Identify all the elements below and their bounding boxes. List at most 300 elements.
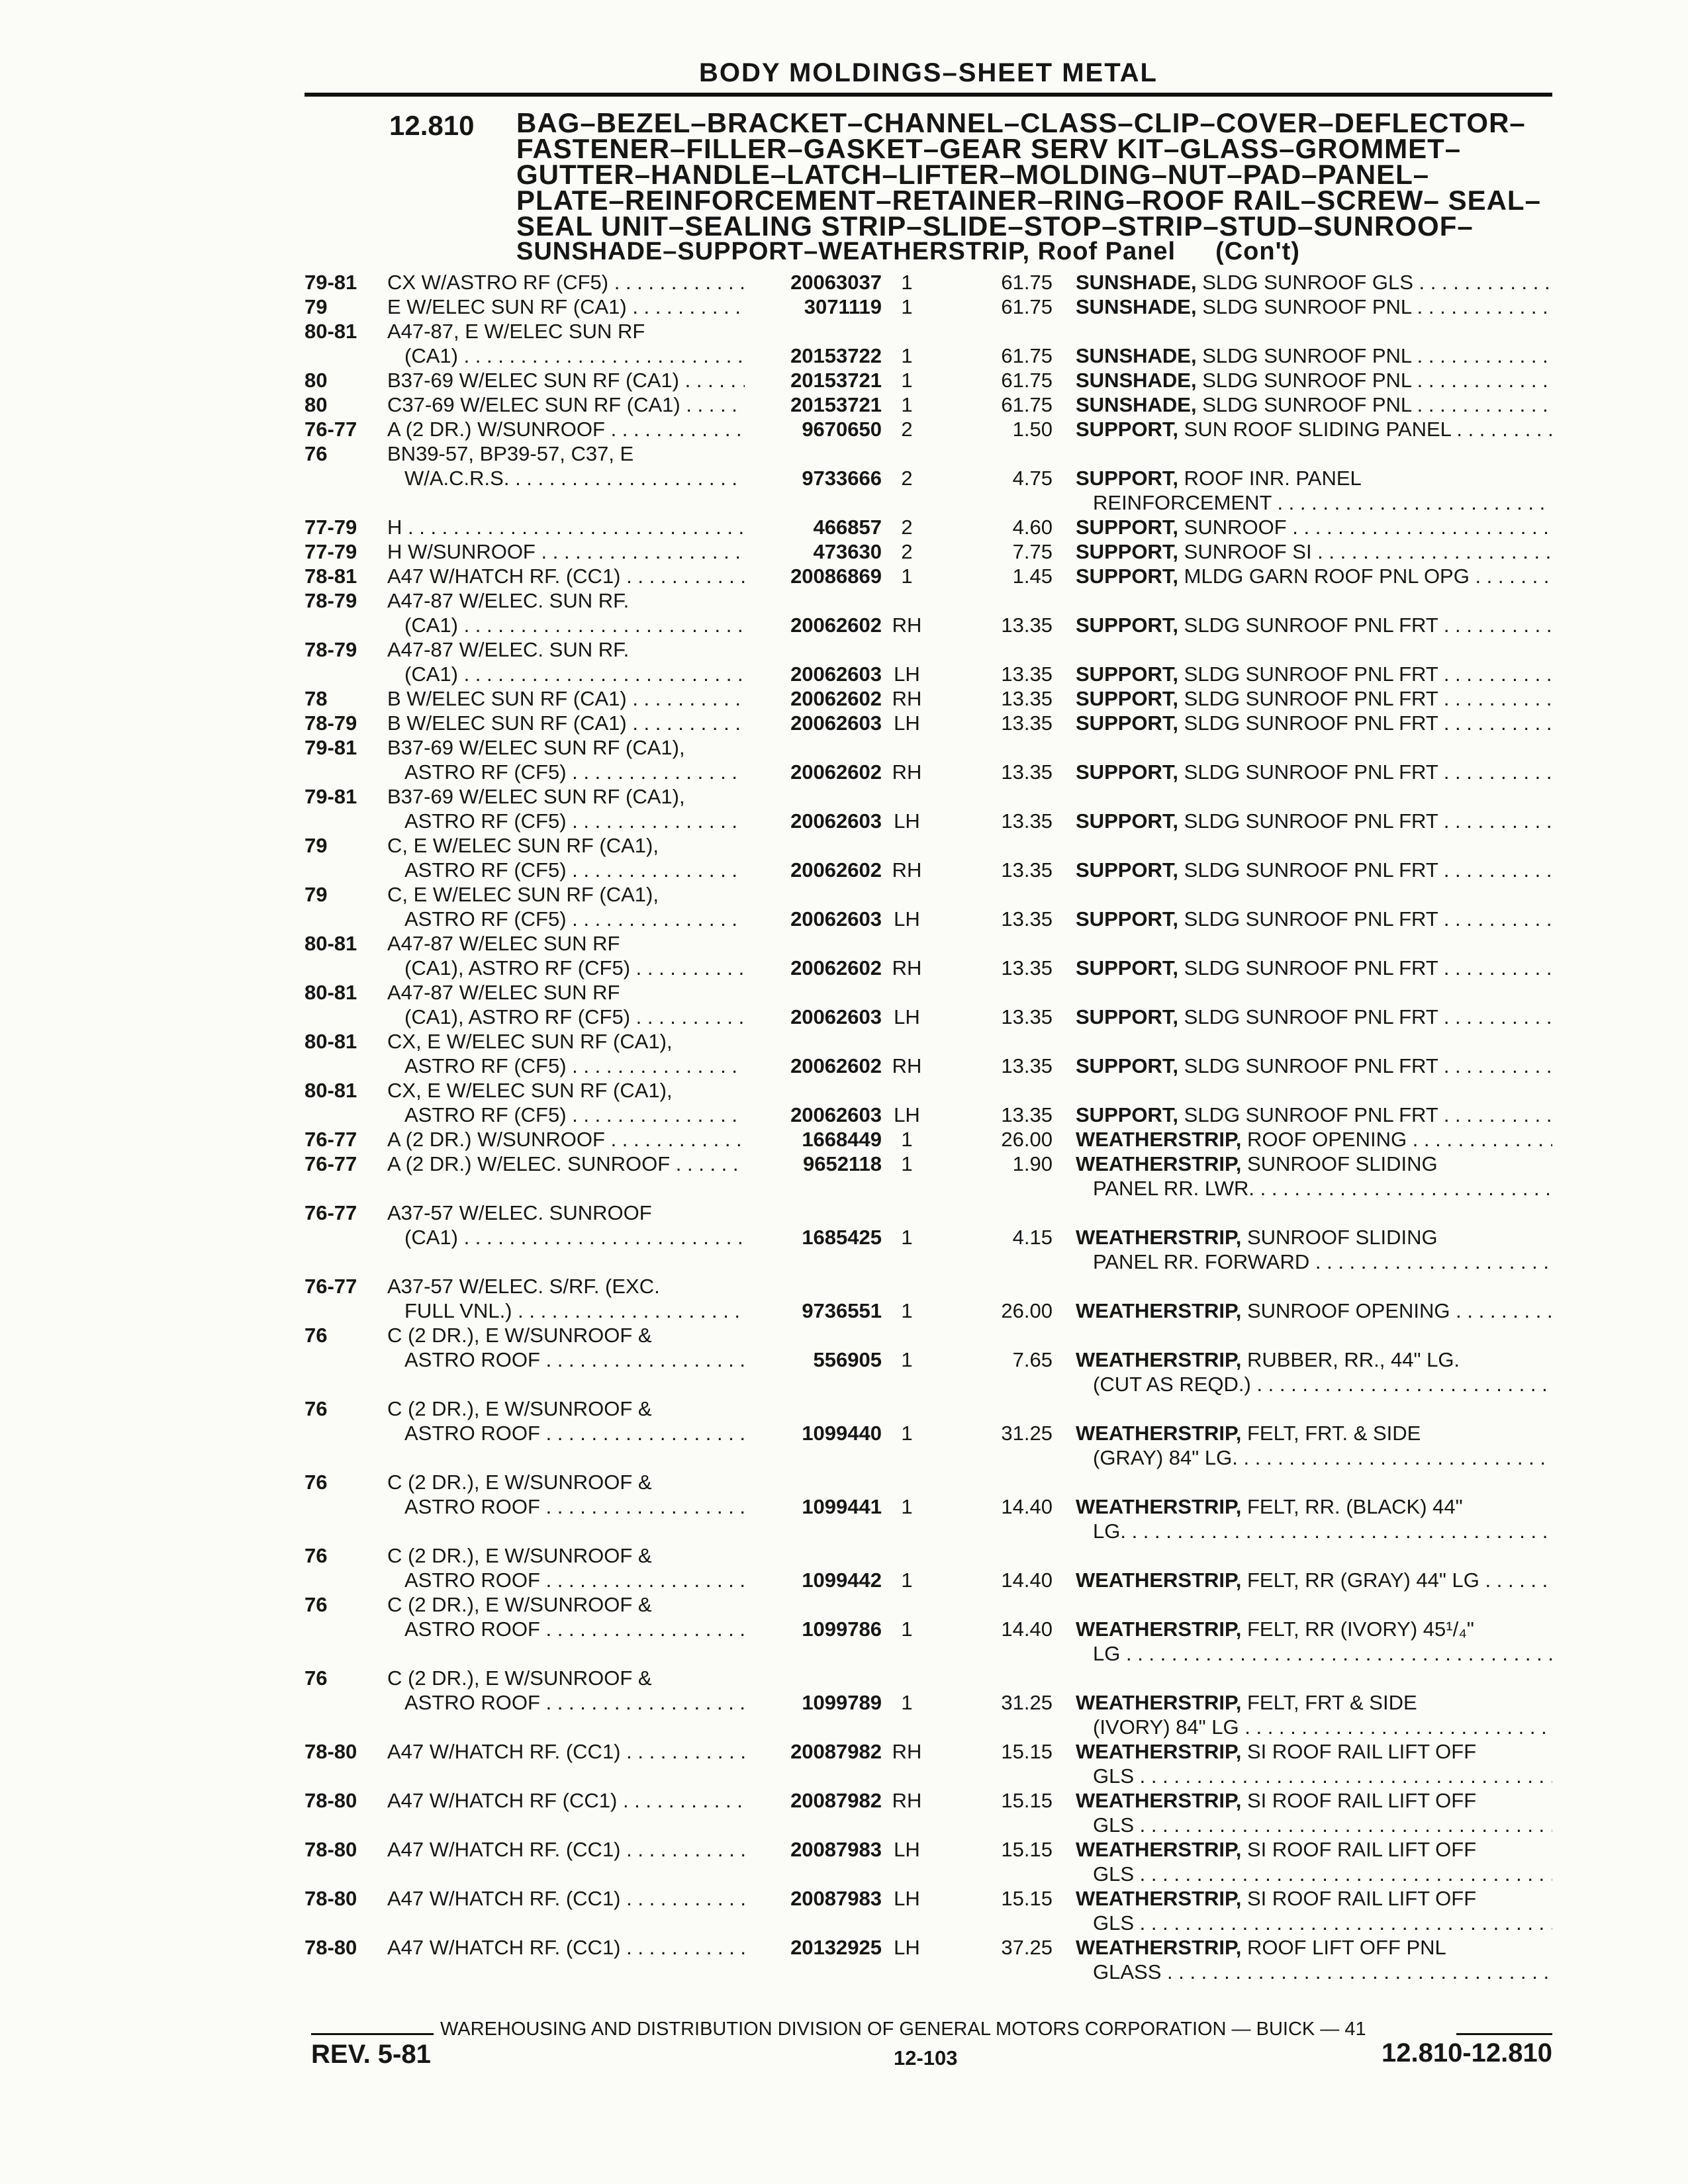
model-year: 80 [305, 393, 328, 416]
part-name-text: SI ROOF RAIL LIFT OFF [1246, 1838, 1477, 1861]
application-description [387, 1788, 745, 1813]
part-name-line [1076, 1225, 1552, 1250]
part-number: 9652118 [803, 1152, 882, 1175]
application-description [387, 515, 745, 539]
application-description [387, 319, 745, 368]
quantity: RH [892, 858, 922, 882]
quantity: RH [892, 1054, 922, 1077]
part-category: SUPPORT, [1076, 858, 1179, 882]
part-category: WEATHERSTRIP, [1076, 1226, 1242, 1249]
part-name-text: ROOF LIFT OFF PNL [1246, 1936, 1446, 1959]
list-price: 1.50 [1012, 418, 1053, 441]
description-line: B37-69 W/ELEC SUN RF (CA1), [387, 785, 685, 808]
application-description [387, 441, 745, 490]
part-name [1076, 662, 1552, 686]
part-name-text: SI ROOF RAIL LIFT OFF [1246, 1740, 1477, 1763]
part-name-text: ROOF OPENING . . . [1247, 1128, 1552, 1151]
part-name-text: SLDG SUNROOF PNL FRT . . . [1184, 907, 1552, 931]
list-price: 61.75 [1001, 344, 1053, 367]
description-line: BN39-57, BP39-57, C37, E [387, 442, 634, 465]
part-name [1076, 1788, 1552, 1837]
list-price: 37.25 [1001, 1936, 1053, 1959]
part-name-line: (GRAY) 84" LG. . . . [1076, 1445, 1552, 1470]
quantity: LH [894, 1838, 920, 1861]
application-description [387, 711, 745, 735]
part-number: 20062602 [790, 1054, 882, 1077]
part-name-line [1076, 1935, 1552, 1960]
application-description [387, 564, 745, 588]
part-name-line: (IVORY) 84" LG . . . [1076, 1715, 1552, 1739]
part-name [1076, 1837, 1552, 1886]
description-line: ASTRO RF (CF5) . . . [387, 760, 745, 784]
description-line: A47-87, E W/ELEC SUN RF [387, 320, 645, 343]
quantity: RH [892, 956, 922, 979]
list-price: 13.35 [1001, 1103, 1053, 1126]
quantity: 1 [901, 1617, 913, 1641]
application-description [387, 735, 745, 784]
part-name-text: SUN ROOF SLIDING PANEL . . . [1184, 418, 1552, 441]
part-name-line [1076, 1298, 1552, 1323]
part-number: 20063037 [790, 271, 882, 294]
part-number: 556905 [813, 1348, 882, 1371]
model-year: 78-80 [305, 1789, 357, 1812]
part-number: 20087982 [790, 1789, 882, 1812]
quantity: 1 [901, 1226, 913, 1249]
description-line: C (2 DR.), E W/SUNROOF & [387, 1397, 652, 1420]
part-name-text: SLDG SUNROOF PNL FRT . . . [1184, 687, 1552, 710]
part-name-line [1076, 662, 1552, 686]
part-number: 466857 [813, 516, 882, 539]
application-description [387, 295, 745, 319]
description-line: ASTRO RF (CF5) . . . [387, 858, 745, 882]
description-line: ASTRO ROOF . . . [387, 1347, 745, 1372]
description-line: A47 W/HATCH RF. (CC1) . . . [387, 1837, 745, 1862]
part-category: WEATHERSTRIP, [1076, 1838, 1242, 1861]
part-number: 1099786 [802, 1617, 882, 1641]
list-price: 13.35 [1001, 956, 1053, 979]
part-name-text: ROOF INR. PANEL [1184, 467, 1362, 490]
part-number: 20062602 [790, 687, 882, 710]
description-line: C37-69 W/ELEC SUN RF (CA1) . . . [387, 392, 745, 417]
part-name-line: GLS . . . [1076, 1813, 1552, 1837]
section-title-line: BAG–BEZEL–BRACKET–CHANNEL–CLASS–CLIP–COVER–DEFLECTOR– [516, 107, 1526, 138]
part-number: 9736551 [802, 1299, 882, 1322]
part-name [1076, 1690, 1552, 1739]
part-category: WEATHERSTRIP, [1076, 1789, 1242, 1812]
part-category: SUPPORT, [1076, 614, 1179, 637]
quantity: LH [894, 809, 920, 833]
description-line: A47-87 W/ELEC. SUN RF. [387, 589, 630, 612]
part-name-text: SLDG SUNROOF PNL . . . [1202, 295, 1552, 318]
list-price: 61.75 [1001, 393, 1053, 416]
application-description [387, 882, 745, 931]
description-line: B37-69 W/ELEC SUN RF (CA1), [387, 736, 685, 759]
list-price: 31.25 [1001, 1422, 1053, 1445]
list-price: 13.35 [1001, 662, 1053, 686]
quantity: LH [894, 711, 920, 735]
part-name-text: SLDG SUNROOF PNL FRT . . . [1184, 809, 1552, 833]
part-category: SUPPORT, [1076, 760, 1179, 784]
part-category: SUNSHADE, [1076, 295, 1197, 318]
footer-rule-right [1456, 2033, 1552, 2035]
list-price: 13.35 [1001, 687, 1053, 710]
description-line: C, E W/ELEC SUN RF (CA1), [387, 883, 659, 906]
part-number: 20087983 [790, 1887, 882, 1910]
application-description [387, 1274, 745, 1323]
description-line: C, E W/ELEC SUN RF (CA1), [387, 834, 659, 857]
part-category: WEATHERSTRIP, [1076, 1128, 1242, 1151]
list-price: 15.15 [1001, 1838, 1053, 1861]
part-name [1076, 1127, 1552, 1152]
section-title-line: FASTENER–FILLER–GASKET–GEAR SERV KIT–GLASS–GROMMET– [516, 133, 1462, 164]
part-category: SUPPORT, [1076, 1103, 1179, 1126]
part-name-text: SI ROOF RAIL LIFT OFF [1246, 1789, 1477, 1812]
part-name-line [1076, 417, 1552, 441]
part-name [1076, 760, 1552, 784]
model-year: 79-81 [305, 785, 357, 808]
section-title-line: SEAL UNIT–SEALING STRIP–SLIDE–STOP–STRIP–STUD–SUNROOF– [516, 210, 1474, 242]
list-price: 13.35 [1001, 711, 1053, 735]
description-line: ASTRO ROOF . . . [387, 1494, 745, 1519]
part-name [1076, 907, 1552, 931]
part-name-line [1076, 858, 1552, 882]
part-name [1076, 270, 1552, 295]
list-price: 15.15 [1001, 1789, 1053, 1812]
model-year: 80-81 [305, 1079, 357, 1102]
description-line: FULL VNL.) . . . [387, 1298, 745, 1323]
part-name-text: SLDG SUNROOF PNL FRT . . . [1184, 956, 1552, 979]
quantity: RH [892, 614, 922, 637]
part-category: SUNSHADE, [1076, 344, 1197, 367]
footer-rule-left [311, 2033, 434, 2035]
part-number: 20062603 [790, 662, 882, 686]
list-price: 13.35 [1001, 1005, 1053, 1028]
part-number: 20062602 [790, 858, 882, 882]
application-description [387, 392, 745, 417]
application-description [387, 1739, 745, 1764]
model-year: 78-79 [305, 589, 357, 612]
application-description [387, 1470, 745, 1519]
model-year: 76 [305, 1397, 328, 1420]
quantity: RH [892, 760, 922, 784]
quantity: RH [892, 1789, 922, 1812]
list-price: 31.25 [1001, 1691, 1053, 1714]
part-name-line [1076, 1739, 1552, 1764]
part-name-line [1076, 686, 1552, 711]
part-name-line: GLS . . . [1076, 1764, 1552, 1788]
description-line: C (2 DR.), E W/SUNROOF & [387, 1666, 652, 1690]
model-year: 77-79 [305, 516, 357, 539]
part-name [1076, 1421, 1552, 1470]
part-category: SUPPORT, [1076, 1054, 1179, 1077]
description-line: B W/ELEC SUN RF (CA1) . . . [387, 711, 745, 735]
description-line: ASTRO ROOF . . . [387, 1617, 745, 1641]
description-line: H W/SUNROOF . . . [387, 539, 745, 564]
quantity: LH [894, 1103, 920, 1126]
part-name-text: FELT, FRT. & SIDE [1246, 1422, 1421, 1445]
description-line: (CA1) . . . [387, 662, 745, 686]
description-line: ASTRO RF (CF5) . . . [387, 809, 745, 833]
part-number: 20062602 [790, 956, 882, 979]
application-description [387, 1201, 745, 1250]
part-category: SUPPORT, [1076, 687, 1179, 710]
description-line: CX, E W/ELEC SUN RF (CA1), [387, 1030, 673, 1053]
model-year: 78-80 [305, 1936, 357, 1959]
description-line: C (2 DR.), E W/SUNROOF & [387, 1593, 652, 1616]
description-line: ASTRO RF (CF5) . . . [387, 907, 745, 931]
part-name [1076, 1054, 1552, 1078]
list-price: 26.00 [1001, 1128, 1053, 1151]
part-name-line [1076, 1421, 1552, 1445]
part-name [1076, 1103, 1552, 1127]
list-price: 13.35 [1001, 907, 1053, 931]
application-description [387, 1666, 745, 1715]
part-category: SUPPORT, [1076, 1005, 1179, 1028]
list-price: 13.35 [1001, 614, 1053, 637]
model-year: 76 [305, 1544, 328, 1567]
part-name-line [1076, 270, 1552, 295]
part-name [1076, 711, 1552, 735]
part-name-text: SUNROOF SLIDING [1246, 1152, 1438, 1175]
quantity: LH [894, 662, 920, 686]
description-line: A37-57 W/ELEC. SUNROOF [387, 1201, 652, 1224]
description-line: ASTRO RF (CF5) . . . [387, 1103, 745, 1127]
part-number: 20062603 [790, 711, 882, 735]
part-name [1076, 858, 1552, 882]
part-name-text: SLDG SUNROOF PNL . . . [1202, 369, 1552, 392]
model-year: 78 [305, 687, 328, 710]
description-line: A47-87 W/ELEC SUN RF [387, 981, 620, 1004]
application-description [387, 588, 745, 637]
list-price: 14.40 [1001, 1617, 1053, 1641]
list-price: 4.60 [1012, 516, 1053, 539]
part-name-line [1076, 613, 1552, 637]
part-number: 9670650 [802, 418, 882, 441]
list-price: 13.35 [1001, 1054, 1053, 1077]
part-category: SUPPORT, [1076, 418, 1179, 441]
model-year: 78-79 [305, 638, 357, 661]
part-name [1076, 1298, 1552, 1323]
part-name-line: REINFORCEMENT . . . [1076, 490, 1552, 515]
part-name-line [1076, 1568, 1552, 1592]
model-year: 79 [305, 883, 328, 906]
part-name-line [1076, 1617, 1552, 1641]
application-description [387, 1029, 745, 1078]
part-name-text: SLDG SUNROOF PNL FRT . . . [1184, 760, 1552, 784]
quantity: 1 [901, 344, 913, 367]
part-name-line [1076, 295, 1552, 319]
part-name-line: GLASS . . . [1076, 1960, 1552, 1984]
part-name-line [1076, 760, 1552, 784]
part-name-text: FELT, RR. (BLACK) 44" [1246, 1495, 1463, 1518]
part-name [1076, 539, 1552, 564]
application-description [387, 1078, 745, 1127]
part-name-line [1076, 1127, 1552, 1152]
part-number: 1099440 [802, 1422, 882, 1445]
model-year: 77-79 [305, 540, 357, 563]
part-name [1076, 686, 1552, 711]
description-line: A47-87 W/ELEC SUN RF [387, 932, 620, 955]
section-title-line: SUNSHADE–SUPPORT–WEATHERSTRIP, Roof Panel [516, 238, 1176, 265]
description-line: ASTRO ROOF . . . [387, 1690, 745, 1715]
part-name-line [1076, 1152, 1552, 1176]
description-line: ASTRO ROOF . . . [387, 1421, 745, 1445]
part-name [1076, 1886, 1552, 1935]
part-category: WEATHERSTRIP, [1076, 1152, 1242, 1175]
list-price: 7.65 [1012, 1348, 1053, 1371]
part-number: 20153721 [790, 369, 882, 392]
part-name-line [1076, 1005, 1552, 1029]
part-category: SUPPORT, [1076, 662, 1179, 686]
description-line: A47 W/HATCH RF. (CC1) . . . [387, 1935, 745, 1960]
part-name-line [1076, 711, 1552, 735]
part-category: WEATHERSTRIP, [1076, 1569, 1242, 1592]
application-description [387, 1837, 745, 1862]
description-line: A (2 DR.) W/SUNROOF . . . [387, 417, 745, 441]
part-category: SUPPORT, [1076, 956, 1179, 979]
application-description [387, 1592, 745, 1641]
part-name [1076, 466, 1552, 515]
application-description [387, 1886, 745, 1911]
part-category: SUPPORT, [1076, 711, 1179, 735]
part-number: 1668449 [802, 1128, 882, 1151]
part-name-text: RUBBER, RR., 44" LG. [1246, 1348, 1460, 1371]
description-line: B37-69 W/ELEC SUN RF (CA1) . . . [387, 368, 745, 392]
part-name-line [1076, 343, 1552, 368]
section-number: 12.810 [389, 110, 475, 141]
list-price: 15.15 [1001, 1740, 1053, 1763]
part-category: SUNSHADE, [1076, 393, 1197, 416]
continued-label: (Con't) [1215, 238, 1300, 265]
model-year: 80-81 [305, 932, 357, 955]
part-name-line [1076, 1103, 1552, 1127]
part-name-line [1076, 1494, 1552, 1519]
part-category: WEATHERSTRIP, [1076, 1691, 1242, 1714]
description-line: (CA1) . . . [387, 343, 745, 368]
application-description [387, 1152, 745, 1176]
part-name-line [1076, 1886, 1552, 1911]
description-line: A (2 DR.) W/ELEC. SUNROOF . . . [387, 1152, 745, 1176]
part-number: 20087982 [790, 1740, 882, 1763]
description-line: A47 W/HATCH RF. (CC1) . . . [387, 1739, 745, 1764]
part-name [1076, 1494, 1552, 1543]
part-name [1076, 343, 1552, 368]
part-category: SUPPORT, [1076, 565, 1179, 588]
part-number: 473630 [813, 540, 882, 563]
quantity: 1 [901, 369, 913, 392]
quantity: 2 [901, 540, 913, 563]
model-year: 78-80 [305, 1887, 357, 1910]
list-price: 13.35 [1001, 760, 1053, 784]
part-name-text: SLDG SUNROOF PNL . . . [1202, 393, 1552, 416]
list-price: 13.35 [1001, 858, 1053, 882]
model-year: 76-77 [305, 1152, 357, 1175]
part-name [1076, 1617, 1552, 1666]
description-line: E W/ELEC SUN RF (CA1) . . . [387, 295, 745, 319]
description-line: C (2 DR.), E W/SUNROOF & [387, 1471, 652, 1494]
part-number: 20132925 [790, 1936, 882, 1959]
model-year: 76 [305, 1593, 328, 1616]
part-name-text: SI ROOF RAIL LIFT OFF [1246, 1887, 1477, 1910]
quantity: LH [894, 1887, 920, 1910]
part-name-text: FELT, FRT & SIDE [1246, 1691, 1417, 1714]
footer-division: WAREHOUSING AND DISTRIBUTION DIVISION OF GENERAL MOTORS CORPORATION — BUICK — 41 [440, 2019, 1366, 2040]
part-name-line: (CUT AS REQD.) . . . [1076, 1372, 1552, 1396]
model-year: 76 [305, 1666, 328, 1690]
model-year: 76-77 [305, 1201, 357, 1224]
part-name-line [1076, 1837, 1552, 1862]
model-year: 80-81 [305, 1030, 357, 1053]
part-category: WEATHERSTRIP, [1076, 1617, 1242, 1641]
application-description [387, 980, 745, 1029]
model-year: 78-80 [305, 1838, 357, 1861]
list-price: 61.75 [1001, 271, 1053, 294]
description-line: (CA1) . . . [387, 1225, 745, 1250]
quantity: 1 [901, 1299, 913, 1322]
part-category: SUPPORT, [1076, 540, 1179, 563]
quantity: 1 [901, 1569, 913, 1592]
part-name-line [1076, 392, 1552, 417]
application-description [387, 637, 745, 686]
part-name [1076, 613, 1552, 637]
part-number: 20086869 [790, 565, 882, 588]
part-category: SUNSHADE, [1076, 369, 1197, 392]
quantity: 2 [901, 418, 913, 441]
part-name-text: SLDG SUNROOF PNL FRT . . . [1184, 1054, 1552, 1077]
application-description [387, 1935, 745, 1960]
part-name [1076, 809, 1552, 833]
part-category: SUPPORT, [1076, 907, 1179, 931]
application-description [387, 1127, 745, 1152]
list-price: 14.40 [1001, 1495, 1053, 1518]
part-name-text: SUNROOF SI . . . [1184, 540, 1552, 563]
description-line: A47 W/HATCH RF (CC1) . . . [387, 1788, 745, 1813]
part-name [1076, 417, 1552, 441]
application-description [387, 784, 745, 833]
part-name-line [1076, 956, 1552, 980]
part-number: 20062603 [790, 1005, 882, 1028]
part-name-line [1076, 515, 1552, 539]
model-year: 76-77 [305, 418, 357, 441]
model-year: 76 [305, 1471, 328, 1494]
part-number: 20062603 [790, 907, 882, 931]
list-price: 7.75 [1012, 540, 1053, 563]
description-line: (CA1), ASTRO RF (CF5) . . . [387, 956, 745, 980]
part-category: WEATHERSTRIP, [1076, 1422, 1242, 1445]
quantity: 1 [901, 1691, 913, 1714]
application-description [387, 833, 745, 882]
model-year: 79-81 [305, 736, 357, 759]
part-name-line [1076, 1788, 1552, 1813]
quantity: 1 [901, 271, 913, 294]
application-description [387, 539, 745, 564]
revision-label: REV. 5-81 [311, 2040, 431, 2069]
part-number: 20087983 [790, 1838, 882, 1861]
part-name [1076, 392, 1552, 417]
part-name-line [1076, 1054, 1552, 1078]
part-name-text: FELT, RR (IVORY) 45¹/₄" [1246, 1617, 1474, 1641]
application-description [387, 1396, 745, 1445]
list-price: 61.75 [1001, 295, 1053, 318]
part-name-text: SLDG SUNROOF PNL FRT . . . [1184, 711, 1552, 735]
part-category: WEATHERSTRIP, [1076, 1936, 1242, 1959]
quantity: LH [894, 907, 920, 931]
part-number: 20062602 [790, 614, 882, 637]
list-price: 1.90 [1012, 1152, 1053, 1175]
part-number: 20062602 [790, 760, 882, 784]
model-year: 76 [305, 1324, 328, 1347]
part-name-text: SLDG SUNROOF PNL FRT . . . [1184, 858, 1552, 882]
